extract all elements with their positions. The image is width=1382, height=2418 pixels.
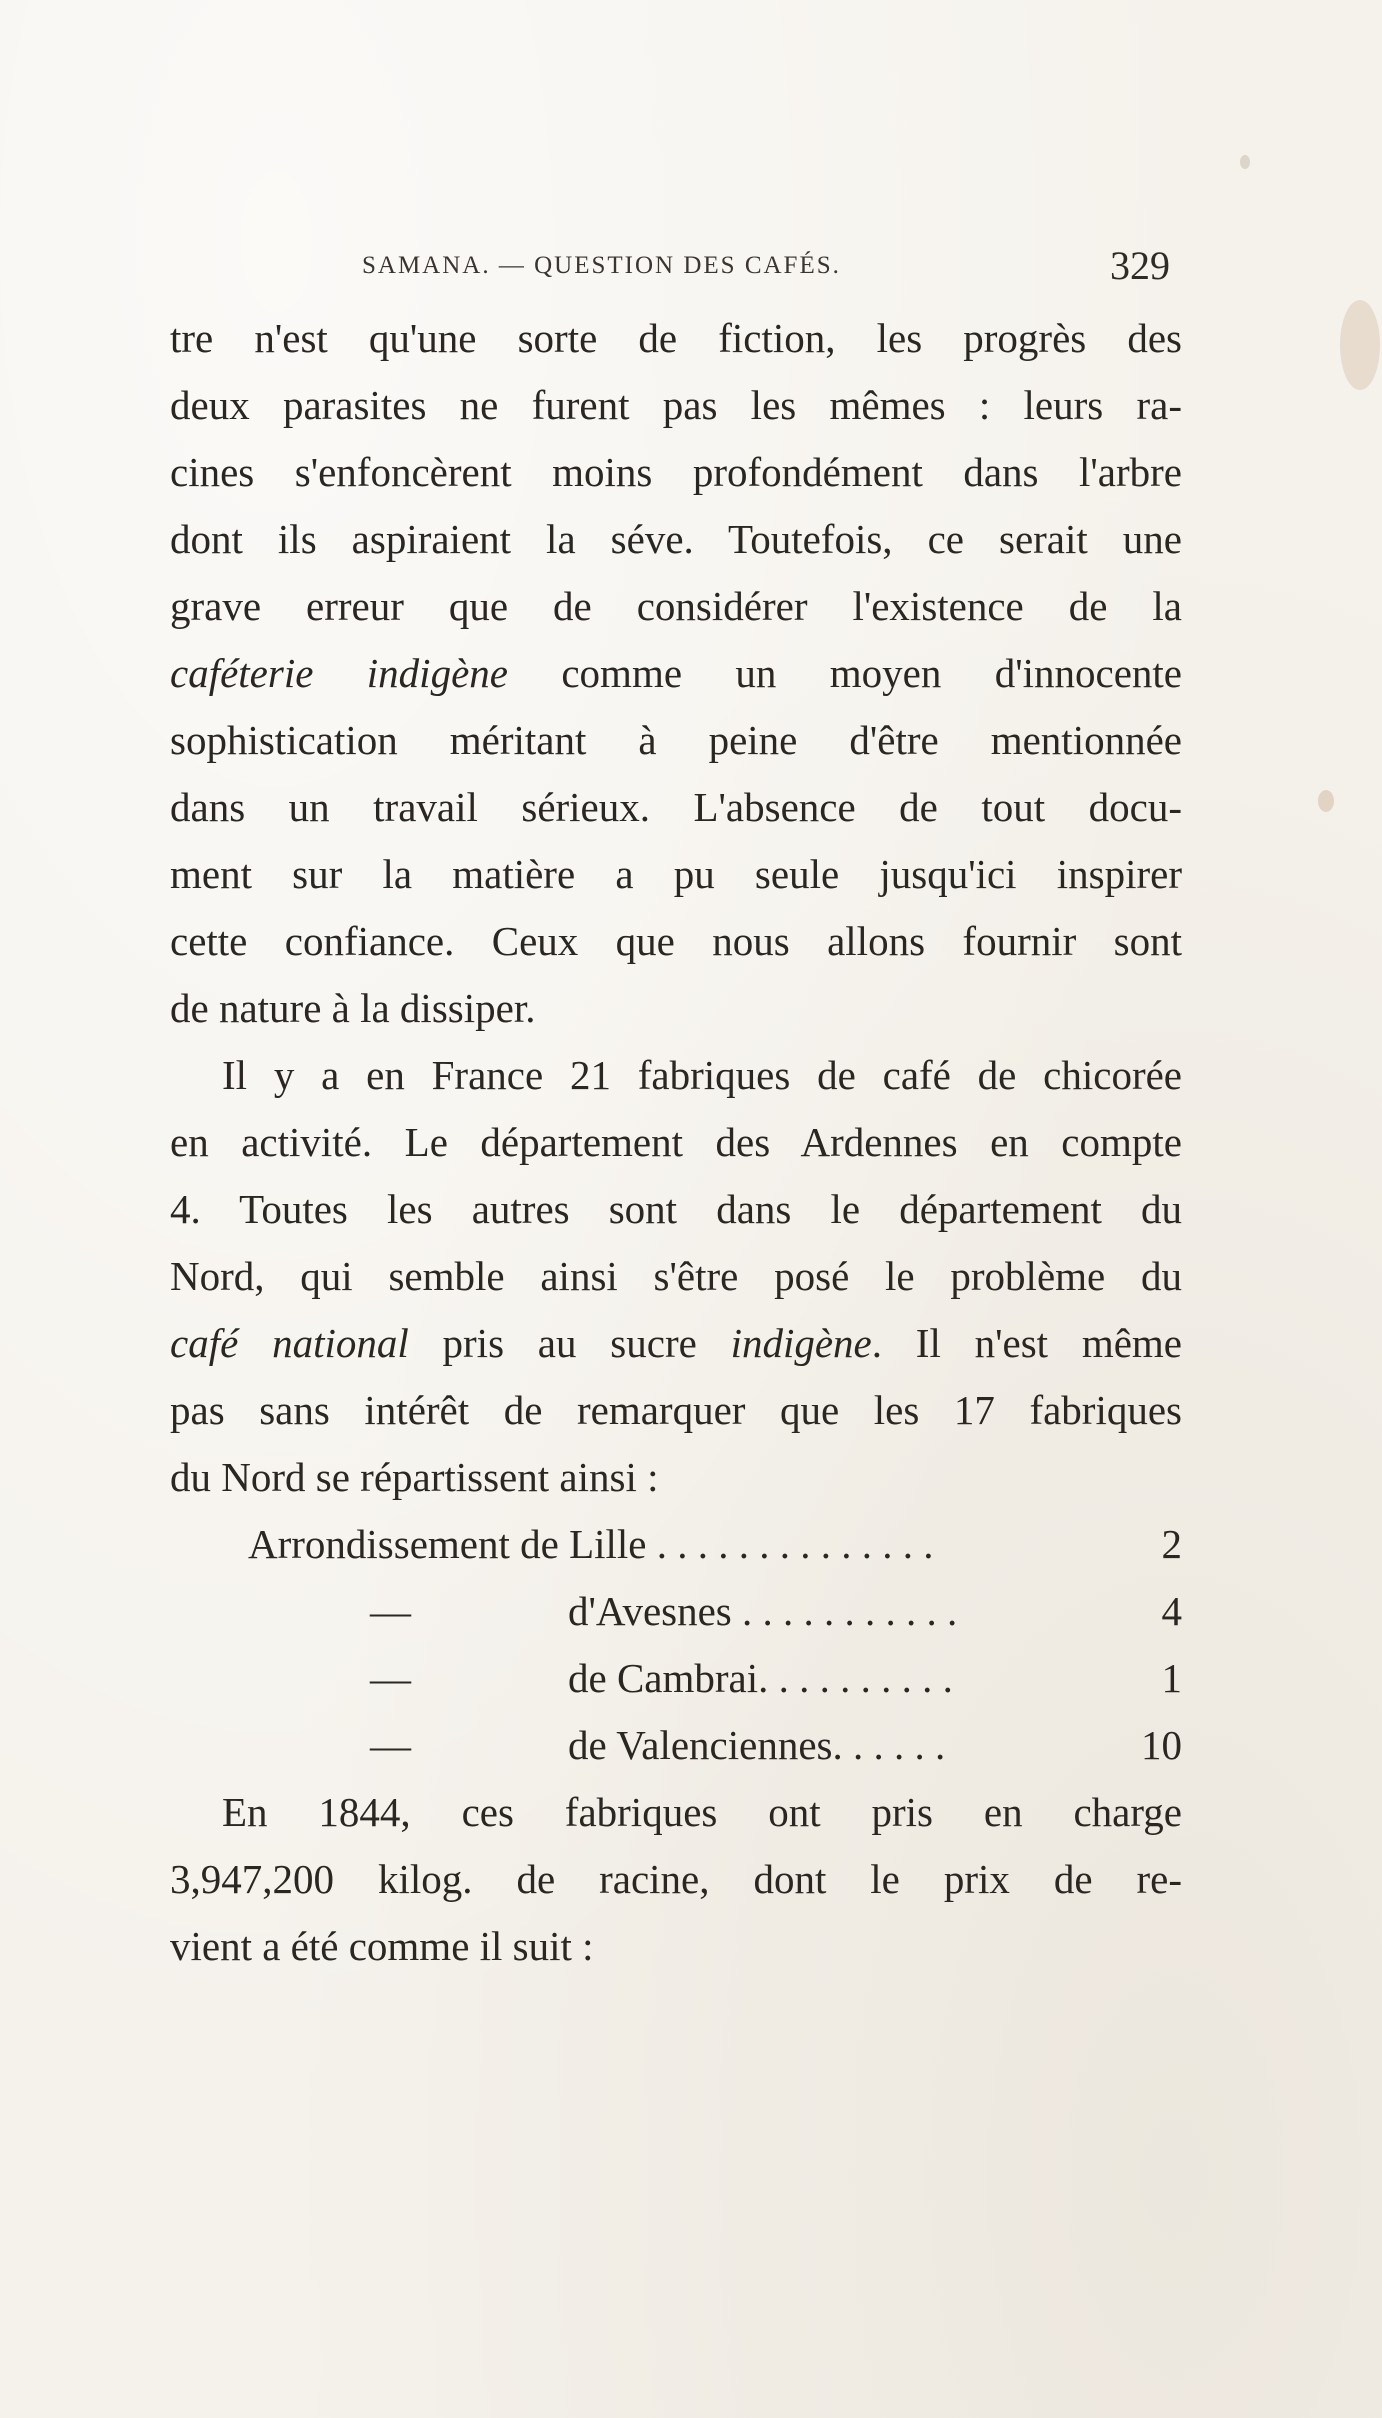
text-line: de nature à la dissiper.: [170, 985, 536, 1031]
text-line: tre n'est qu'une sorte de fiction, les progrès des: [170, 315, 1182, 361]
text-line: deux parasites ne furent pas les mêmes : leurs ra-: [170, 382, 1182, 428]
italic-phrase: caféterie indigène: [170, 650, 508, 696]
text-line: pas sans intérêt de remarquer que les 17 fabriques: [170, 1387, 1182, 1433]
text-line: du Nord se répartissent ainsi :: [170, 1454, 659, 1500]
list-item: [170, 1645, 1182, 1712]
list-label: d'Avesnes . . . . . . . . . . .: [568, 1588, 958, 1634]
text-span: comme un moyen d'innocente: [507, 650, 1183, 696]
text-line: ment sur la matière a pu seule jusqu'ici inspirer: [170, 851, 1182, 897]
list-item: [170, 1511, 1182, 1578]
text-line: Nord, qui semble ainsi s'être posé le problème du: [170, 1253, 1182, 1299]
text-line: cette confiance. Ceux que nous allons fournir sont: [170, 918, 1182, 964]
list-label: de Valenciennes. . . . . .: [568, 1722, 946, 1768]
text-line: [170, 1310, 1182, 1377]
list-label: de Cambrai. . . . . . . . . .: [568, 1655, 953, 1701]
list-item: [170, 1712, 1182, 1779]
text-line: dans un travail sérieux. L'absence de tout docu-: [170, 784, 1182, 830]
text-line: [170, 640, 1182, 707]
text-line: En 1844, ces fabriques ont pris en charge: [222, 1789, 1182, 1835]
text-line: dont ils aspiraient la séve. Toutefois, ce serait une: [170, 516, 1182, 562]
text-line: cines s'enfoncèrent moins profondément dans l'arbre: [170, 449, 1182, 495]
list-count: 1: [1161, 1655, 1182, 1701]
ditto-dash: —: [370, 1588, 411, 1634]
list-label: Arrondissement de Lille . . . . . . . . . . . . . .: [248, 1521, 934, 1567]
paper-stain: [1340, 300, 1380, 390]
list-item: [170, 1578, 1182, 1645]
text-line: grave erreur que de considérer l'existence de la: [170, 583, 1182, 629]
list-count: 10: [1141, 1722, 1182, 1768]
italic-phrase: indigène: [730, 1320, 872, 1366]
list-count: 4: [1161, 1588, 1182, 1634]
text-line: Il y a en France 21 fabriques de café de chicorée: [222, 1052, 1182, 1098]
ditto-dash: —: [370, 1722, 411, 1768]
body-text: [170, 305, 1182, 1980]
text-span: . Il n'est même: [871, 1320, 1183, 1366]
text-line: 3,947,200 kilog. de racine, dont le prix de re-: [170, 1856, 1182, 1902]
paper-stain: [1318, 790, 1334, 812]
text-line: vient a été comme il suit :: [170, 1923, 594, 1969]
list-count: 2: [1161, 1521, 1182, 1567]
paper-stain: [1240, 155, 1250, 169]
running-head: SAMANA. — QUESTION DES CAFÉS.: [362, 252, 841, 279]
text-line: en activité. Le département des Ardennes en compte: [170, 1119, 1182, 1165]
text-line: sophistication méritant à peine d'être mentionnée: [170, 717, 1182, 763]
text-line: 4. Toutes les autres sont dans le département du: [170, 1186, 1182, 1232]
ditto-dash: —: [370, 1655, 411, 1701]
page-header: [362, 242, 1170, 292]
text-span: pris au sucre: [408, 1320, 731, 1366]
page-number: 329: [1110, 243, 1170, 288]
italic-phrase: café national: [170, 1320, 409, 1366]
